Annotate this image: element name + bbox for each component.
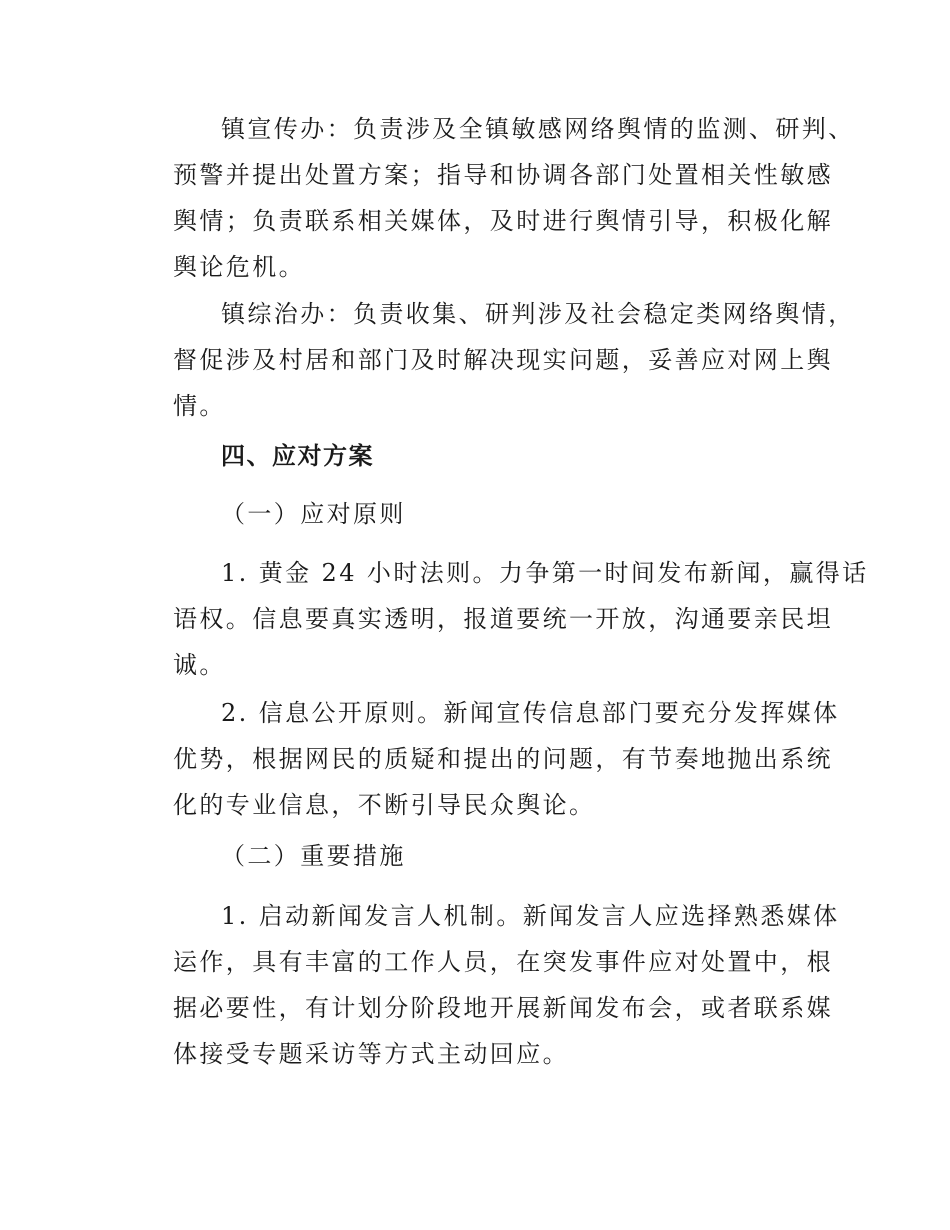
paragraph-line: 舆情；负责联系相关媒体，及时进行舆情引导，积极化解 [173,207,833,235]
paragraph-line: 舆论危机。 [173,253,305,281]
paragraph-town-publicity-office [173,106,855,290]
paragraph-information-disclosure [173,690,840,828]
paragraph-line: 语权。信息要真实透明，报道要统一开放，沟通要亲民坦 [173,605,833,633]
paragraph-line: 镇综治办：负责收集、研判涉及社会稳定类网络舆情， [221,300,855,328]
section-heading [173,433,798,479]
paragraph-line: 化的专业信息，不断引导民众舆论。 [173,791,596,819]
paragraph-line: 镇宣传办：负责涉及全镇敏感网络舆情的监测、研判、 [221,115,855,143]
paragraph-town-comprehensive-office [173,291,855,429]
subsection-heading-measures [173,833,798,879]
paragraph-golden-24-hours [173,550,869,688]
subsection-title: （二）重要措施 [221,842,406,870]
paragraph-line: 2. 信息公开原则。新闻宣传信息部门要充分发挥媒体 [221,699,840,727]
paragraph-line: 据必要性，有计划分阶段地开展新闻发布会，或者联系媒 [173,994,833,1022]
subsection-heading-principles [173,491,798,537]
paragraph-line: 督促涉及村居和部门及时解决现实问题，妥善应对网上舆 [173,346,833,374]
paragraph-line: 运作，具有丰富的工作人员，在突发事件应对处置中，根 [173,948,833,976]
paragraph-line: 1. 启动新闻发言人机制。新闻发言人应选择熟悉媒体 [221,902,840,930]
subsection-title: （一）应对原则 [221,500,406,528]
paragraph-line: 诚。 [173,651,226,679]
paragraph-spokesperson-mechanism [173,893,840,1077]
paragraph-line: 优势，根据网民的质疑和提出的问题，有节奏地抛出系统 [173,745,833,773]
paragraph-line: 情。 [173,392,226,420]
section-title: 四、应对方案 [221,442,374,470]
paragraph-line: 体接受专题采访等方式主动回应。 [173,1040,569,1068]
paragraph-line: 预警并提出处置方案；指导和协调各部门处置相关性敏感 [173,161,833,189]
paragraph-line: 1. 黄金 24 小时法则。力争第一时间发布新闻，赢得话 [221,559,869,587]
